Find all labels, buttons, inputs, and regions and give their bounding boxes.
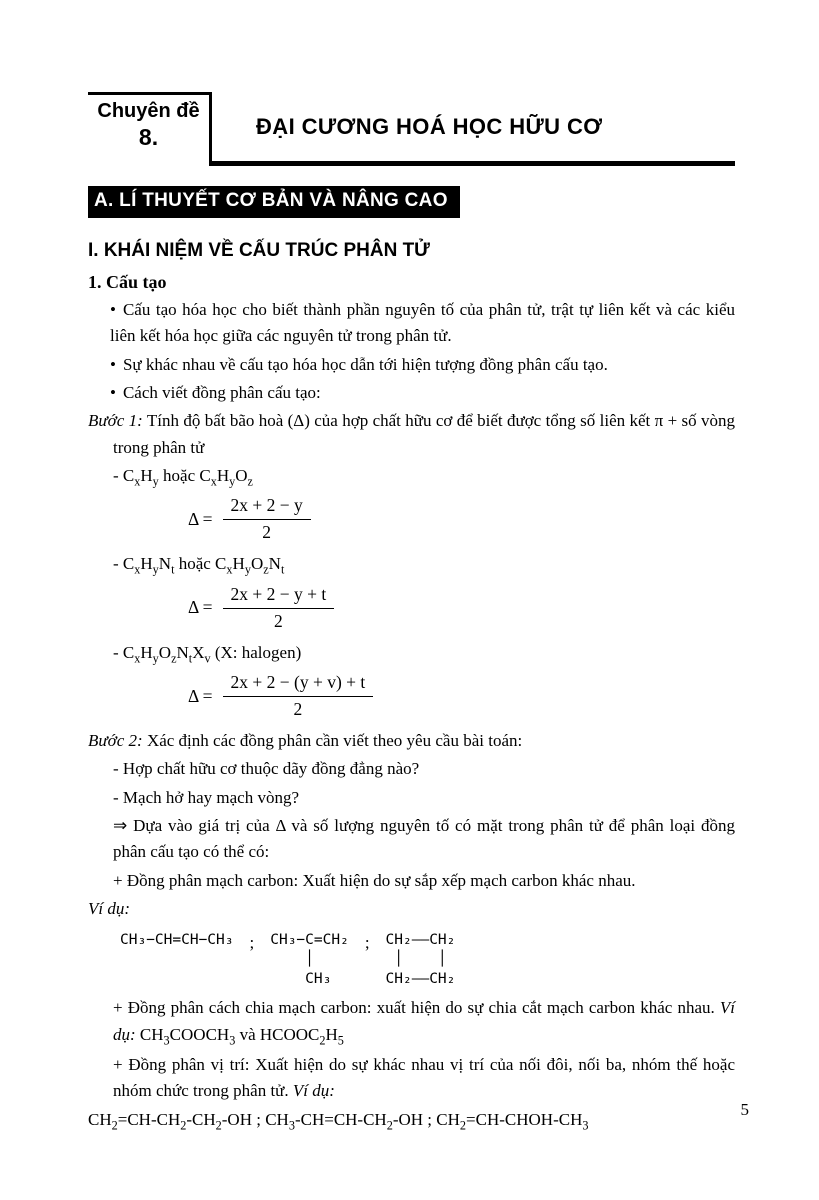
fraction-numerator: 2x + 2 − y + t <box>223 584 335 609</box>
chapter-title-cell <box>212 92 735 166</box>
case3-formula-line: - $C_xH_yO_zN_tX_v$ (X: halogen) <box>113 642 302 666</box>
arrow-note: ⇒ Dựa vào giá trị của Δ và số lượng nguyên tố có mặt trong phân tử để phân loại đồng phân cấu tạo có thể có: <box>113 816 735 862</box>
isomer-split-text: + Đồng phân cách chia mạch carbon: xuất hiện do sự chia cắt mạch carbon khác nhau. <box>113 998 715 1018</box>
step2-question: - Hợp chất hữu cơ thuộc dãy đồng đẳng nào? <box>113 759 420 779</box>
structure-line: CH₃ <box>270 970 332 987</box>
section-i-heading: I. KHÁI NIỆM VỀ CẤU TRÚC PHÂN TỬ <box>88 240 430 261</box>
fraction-denominator: 2 <box>262 522 272 543</box>
bullet-paragraph <box>110 352 735 378</box>
structure-line: CH₃−CH=CH−CH₃ <box>120 931 234 948</box>
formula-lhs: Δ = <box>188 685 213 706</box>
structure-line: CH₃−C=CH₂ <box>270 931 349 948</box>
step2-question: - Mạch hở hay mạch vòng? <box>113 787 300 807</box>
formula-lhs: Δ = <box>188 597 213 618</box>
chapter-number-box <box>88 92 212 166</box>
structure-line: CH₂——CH₂ <box>385 931 456 948</box>
fraction-numerator: 2x + 2 − (y + v) + t <box>223 672 374 697</box>
isomer-split-paragraph <box>113 995 735 1050</box>
example-chem: $CH_3COOCH_3$ và $HCOOC_2H_5$ <box>139 1024 344 1047</box>
step1-paragraph <box>88 408 735 461</box>
chapter-label: Chuyên đề <box>97 100 200 122</box>
isomer-chain-paragraph: + Đồng phân mạch carbon: Xuất hiện do sự sắp xếp mạch carbon khác nhau. <box>113 870 636 890</box>
step1-text: Tính độ bất bão hoà (Δ) của hợp chất hữu cơ để biết được tổng số liên kết π + số vòng trong phân tử <box>113 411 736 457</box>
example-label: Ví dụ: <box>292 1081 335 1101</box>
structure-line: CH₂——CH₂ <box>385 970 456 987</box>
fraction-numerator: 2x + 2 − y <box>223 495 311 520</box>
bullet-icon: • <box>110 354 116 374</box>
structure-separator: ; <box>249 932 255 952</box>
bond-line: │ <box>270 951 314 968</box>
step1-label: Bước 1: <box>88 411 143 431</box>
bullet-icon: • <box>110 300 116 319</box>
delta-formula-3 <box>188 672 373 720</box>
case2-formula-line: - $C_xH_yN_t$ hoặc $C_xH_yO_zN_t$ <box>113 554 285 577</box>
formula-lhs: Δ = <box>188 508 213 529</box>
fraction <box>223 672 374 720</box>
structure-butene <box>120 931 234 951</box>
bullet-paragraph <box>110 380 735 406</box>
step2-label: Bước 2: <box>88 731 143 751</box>
delta-formula-1 <box>188 495 311 543</box>
chapter-title: ĐẠI CƯƠNG HOÁ HỌC HỮU CƠ <box>256 113 603 139</box>
bullet-text: Sự khác nhau về cấu tạo hóa học dẫn tới hiện tượng đồng phân cấu tạo. <box>122 354 608 374</box>
bullet-icon: • <box>110 383 116 403</box>
bullet-paragraph <box>110 297 735 350</box>
step2-paragraph <box>88 728 735 754</box>
example-label: Ví dụ: <box>113 998 735 1044</box>
fraction <box>223 495 311 543</box>
bond-line: │ │ <box>385 951 447 968</box>
page-number: 5 <box>740 1100 749 1119</box>
bullet-text: Cách viết đồng phân cấu tạo: <box>122 383 321 403</box>
subsection-1-heading: 1. Cấu tạo <box>88 272 167 292</box>
structure-diagrams <box>120 931 735 990</box>
delta-formula-2 <box>188 584 334 632</box>
structure-cyclobutane <box>386 931 456 990</box>
fraction-denominator: 2 <box>274 610 283 631</box>
fraction <box>223 584 335 632</box>
chapter-number: 8. <box>138 124 159 150</box>
structure-isobutene <box>270 931 349 990</box>
structure-separator: ; <box>364 932 370 952</box>
fraction-denominator: 2 <box>293 699 303 720</box>
case1-formula-line: - $C_xH_y$ hoặc $C_xH_yO_z$ <box>113 466 253 489</box>
isomer-position-text: + Đồng phân vị trí: Xuất hiện do sự khác nhau vị trí của nối đôi, nối ba, nhóm thế hoặc nhóm chức trong phân tử. <box>113 1054 735 1101</box>
step2-text: Xác định các đồng phân cần viết theo yêu cầu bài toán: <box>146 731 523 751</box>
bullet-text: Cấu tạo hóa học cho biết thành phần nguyên tố của phân tử, trật tự liên kết và các kiểu liên kết hóa học giữa các nguyên tử trong phân tử. <box>110 300 735 346</box>
position-example-line: $CH_2=CH-CH_2-CH_2-OH$ ; $CH_3-CH=CH-CH_2-OH$ ; $CH_2=CH-CHOH-CH_3$ <box>88 1109 589 1132</box>
section-a-heading: A. LÍ THUYẾT CƠ BẢN VÀ NÂNG CAO <box>88 186 460 218</box>
chapter-header <box>88 92 735 166</box>
example-label: Ví dụ: <box>88 899 131 919</box>
isomer-position-paragraph <box>113 1052 735 1105</box>
